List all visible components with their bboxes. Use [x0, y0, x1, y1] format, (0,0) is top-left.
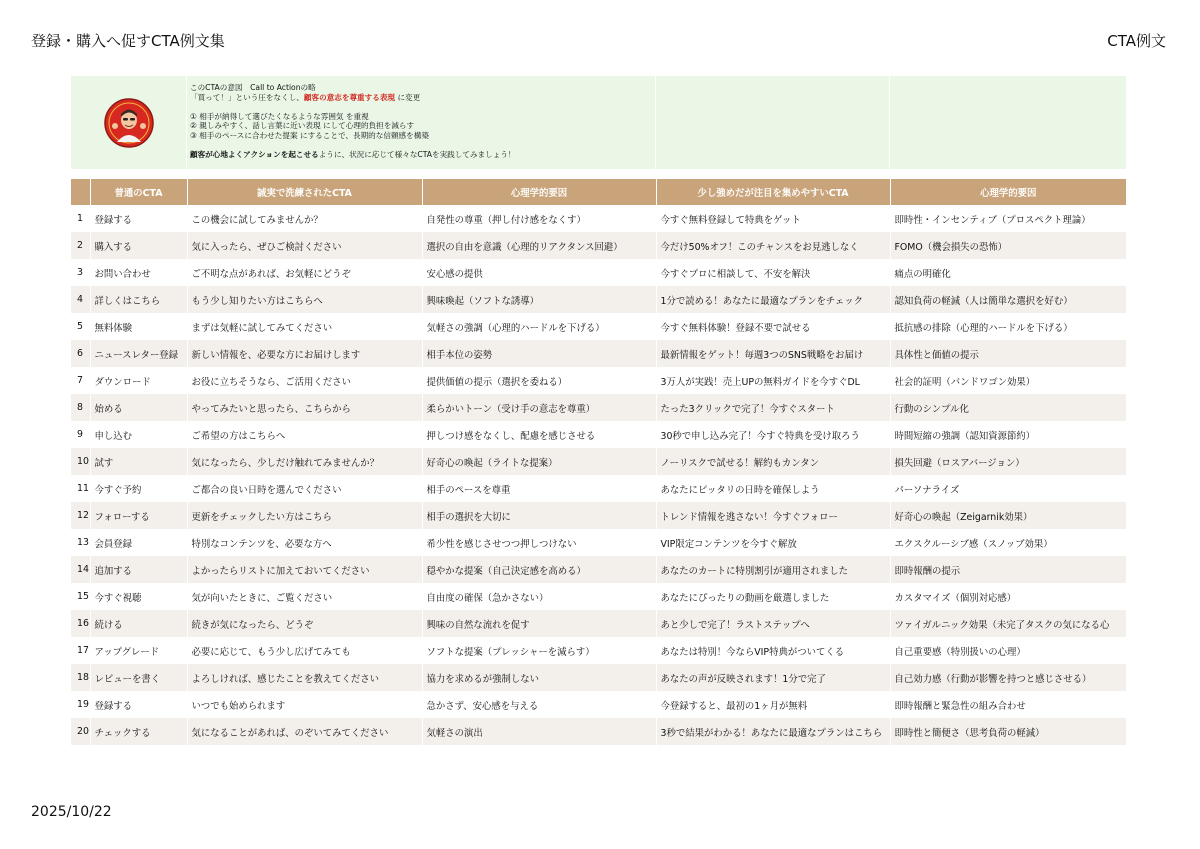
table-row	[71, 664, 1126, 691]
cell-normal-cta: アップグレード	[90, 637, 187, 664]
cell-psych-factor-2: 行動のシンプル化	[890, 394, 1126, 421]
table-row	[71, 205, 1126, 232]
cell-psych-factor-1: 押しつけ感をなくし、配慮を感じさせる	[422, 421, 656, 448]
header-normal-cta: 普通のCTA	[90, 179, 187, 205]
table-row	[71, 286, 1126, 313]
cell-psych-factor-1: 希少性を感じさせつつ押しつけない	[422, 529, 656, 556]
cell-psych-factor-2: 即時報酬と緊急性の組み合わせ	[890, 691, 1126, 718]
cell-normal-cta: 詳しくはこちら	[90, 286, 187, 313]
cell-psych-factor-2: 即時報酬の提示	[890, 556, 1126, 583]
cell-row-number: 2	[71, 232, 90, 259]
cell-normal-cta: 登録する	[90, 205, 187, 232]
page-label: CTA例文	[1107, 32, 1166, 50]
cell-psych-factor-2: 好奇心の喚起（Zeigarnik効果）	[890, 502, 1126, 529]
cell-sincere-cta: まずは気軽に試してみてください	[187, 313, 422, 340]
cell-normal-cta: 追加する	[90, 556, 187, 583]
table-row	[71, 421, 1126, 448]
cell-sincere-cta: 新しい情報を、必要な方にお届けします	[187, 340, 422, 367]
cell-psych-factor-2: 即時性・インセンティブ（プロスペクト理論）	[890, 205, 1126, 232]
cell-sincere-cta: 必要に応じて、もう少し広げてみても	[187, 637, 422, 664]
cell-psych-factor-1: 穏やかな提案（自己決定感を高める）	[422, 556, 656, 583]
cell-sincere-cta: ご都合の良い日時を選んでください	[187, 475, 422, 502]
cell-row-number: 1	[71, 205, 90, 232]
cell-strong-cta: 1分で読める！あなたに最適なプランをチェック	[656, 286, 890, 313]
cell-normal-cta: 購入する	[90, 232, 187, 259]
cell-sincere-cta: もう少し知りたい方はこちらへ	[187, 286, 422, 313]
cell-row-number: 9	[71, 421, 90, 448]
cell-sincere-cta: ご希望の方はこちらへ	[187, 421, 422, 448]
cell-psych-factor-1: 相手のペースを尊重	[422, 475, 656, 502]
cell-psych-factor-2: 自己効力感（行動が影響を持つと感じさせる）	[890, 664, 1126, 691]
cell-psych-factor-1: 急かさず、安心感を与える	[422, 691, 656, 718]
cell-psych-factor-2: 抵抗感の排除（心理的ハードルを下げる）	[890, 313, 1126, 340]
cell-sincere-cta: いつでも始められます	[187, 691, 422, 718]
cell-psych-factor-2: 時間短縮の強調（認知資源節約）	[890, 421, 1126, 448]
table-row	[71, 232, 1126, 259]
cell-normal-cta: フォローする	[90, 502, 187, 529]
table-row	[71, 259, 1126, 286]
cell-sincere-cta: よろしければ、感じたことを教えてください	[187, 664, 422, 691]
cell-normal-cta: 申し込む	[90, 421, 187, 448]
cell-psych-factor-2: カスタマイズ（個別対応感）	[890, 583, 1126, 610]
cell-psych-factor-1: ソフトな提案（プレッシャーを減らす）	[422, 637, 656, 664]
cell-strong-cta: あと少しで完了！ラストステップへ	[656, 610, 890, 637]
table-row	[71, 502, 1126, 529]
intro-closing	[190, 150, 655, 160]
table-row	[71, 556, 1126, 583]
cell-normal-cta: 試す	[90, 448, 187, 475]
intro-line1: このCTAの意図 Call to Actionの略	[190, 83, 316, 92]
cell-psych-factor-1: 提供価値の提示（選択を委ねる）	[422, 367, 656, 394]
cell-row-number: 5	[71, 313, 90, 340]
intro-line2	[190, 93, 655, 103]
cell-psych-factor-1: 相手本位の姿勢	[422, 340, 656, 367]
cell-normal-cta: チェックする	[90, 718, 187, 745]
table-row	[71, 475, 1126, 502]
cell-psych-factor-2: 社会的証明（バンドワゴン効果）	[890, 367, 1126, 394]
cell-row-number: 7	[71, 367, 90, 394]
cell-normal-cta: お問い合わせ	[90, 259, 187, 286]
cell-psych-factor-2: 認知負荷の軽減（人は簡単な選択を好む）	[890, 286, 1126, 313]
header-sincere-cta: 誠実で洗練されたCTA	[187, 179, 422, 205]
intro-line2-post: に変更	[397, 92, 421, 102]
cell-row-number: 8	[71, 394, 90, 421]
cell-sincere-cta: 更新をチェックしたい方はこちら	[187, 502, 422, 529]
cell-row-number: 14	[71, 556, 90, 583]
header-psych-factor-2: 心理学的要因	[890, 179, 1126, 205]
cell-psych-factor-2: 具体性と価値の提示	[890, 340, 1126, 367]
cell-psych-factor-2: FOMO（機会損失の恐怖）	[890, 232, 1126, 259]
cell-psych-factor-1: 協力を求めるが強制しない	[422, 664, 656, 691]
cell-sincere-cta: 気が向いたときに、ご覧ください	[187, 583, 422, 610]
table-row	[71, 367, 1126, 394]
cell-psych-factor-1: 自由度の確保（急かさない）	[422, 583, 656, 610]
cell-normal-cta: ニュースレター登録	[90, 340, 187, 367]
table-row	[71, 394, 1126, 421]
intro-empty-cell	[890, 76, 1126, 169]
footer-date: 2025/10/22	[31, 804, 112, 820]
table-row	[71, 340, 1126, 367]
cell-row-number: 13	[71, 529, 90, 556]
cell-strong-cta: あなたの声が反映されます！1分で完了	[656, 664, 890, 691]
cell-psych-factor-1: 選択の自由を意識（心理的リアクタンス回避）	[422, 232, 656, 259]
header-number	[71, 179, 90, 205]
cell-strong-cta: 今すぐプロに相談して、不安を解決	[656, 259, 890, 286]
cell-sincere-cta: やってみたいと思ったら、こちらから	[187, 394, 422, 421]
cell-psych-factor-1: 柔らかいトーン（受け手の意志を尊重）	[422, 394, 656, 421]
cell-strong-cta: ノーリスクで試せる！解約もカンタン	[656, 448, 890, 475]
cell-sincere-cta: 気になったら、少しだけ触れてみませんか？	[187, 448, 422, 475]
cell-strong-cta: 30秒で申し込み完了！今すぐ特典を受け取ろう	[656, 421, 890, 448]
cell-strong-cta: あなたのカートに特別割引が適用されました	[656, 556, 890, 583]
cell-psych-factor-2: パーソナライズ	[890, 475, 1126, 502]
intro-point-3: ③ 相手のペースに合わせた提案 にすることで、長期的な信頼感を構築	[190, 130, 429, 140]
page-title: 登録・購入へ促すCTA例文集	[31, 32, 225, 50]
cell-psych-factor-2: 痛点の明確化	[890, 259, 1126, 286]
table-header-row	[71, 179, 1126, 205]
cell-strong-cta: VIP限定コンテンツを今すぐ解放	[656, 529, 890, 556]
cell-row-number: 19	[71, 691, 90, 718]
cell-row-number: 15	[71, 583, 90, 610]
cell-psych-factor-1: 興味の自然な流れを促す	[422, 610, 656, 637]
cell-sincere-cta: ご不明な点があれば、お気軽にどうぞ	[187, 259, 422, 286]
cell-row-number: 12	[71, 502, 90, 529]
cell-psych-factor-1: 安心感の提供	[422, 259, 656, 286]
avatar-cell	[71, 76, 187, 169]
intro-closing-bold: 顧客が心地よくアクションを起こせる	[190, 150, 319, 160]
cell-strong-cta: 今すぐ無料体験！登録不要で試せる	[656, 313, 890, 340]
intro-line2-pre: 「買って！」という圧をなくし、	[190, 92, 304, 102]
cell-normal-cta: 始める	[90, 394, 187, 421]
cell-psych-factor-1: 気軽さの演出	[422, 718, 656, 745]
cell-strong-cta: 今登録すると、最初の1ヶ月が無料	[656, 691, 890, 718]
cell-sincere-cta: 気に入ったら、ぜひご検討ください	[187, 232, 422, 259]
cell-sincere-cta: 続きが気になったら、どうぞ	[187, 610, 422, 637]
cell-sincere-cta: 気になることがあれば、のぞいてみてください	[187, 718, 422, 745]
cell-sincere-cta: お役に立ちそうなら、ご活用ください	[187, 367, 422, 394]
cell-psych-factor-2: 即時性と簡便さ（思考負荷の軽減）	[890, 718, 1126, 745]
cell-row-number: 16	[71, 610, 90, 637]
cell-strong-cta: 今すぐ無料登録して特典をゲット	[656, 205, 890, 232]
cell-strong-cta: あなたにぴったりの動画を厳選しました	[656, 583, 890, 610]
table-row	[71, 313, 1126, 340]
intro-closing-rest: ように、状況に応じて様々なCTAを実践してみましょう！	[318, 150, 516, 160]
table-row	[71, 718, 1126, 745]
cell-psych-factor-2: 自己重要感（特別扱いの心理）	[890, 637, 1126, 664]
cell-normal-cta: 続ける	[90, 610, 187, 637]
intro-box	[71, 76, 1126, 169]
cell-strong-cta: 3秒で結果がわかる！あなたに最適なプランはこちら	[656, 718, 890, 745]
cell-row-number: 4	[71, 286, 90, 313]
cell-psych-factor-1: 気軽さの強調（心理的ハードルを下げる）	[422, 313, 656, 340]
cell-psych-factor-2: ツァイガルニック効果（未完了タスクの気になる心	[890, 610, 1126, 637]
cell-row-number: 18	[71, 664, 90, 691]
header-strong-cta: 少し強めだが注目を集めやすいCTA	[656, 179, 890, 205]
intro-point-2: ② 親しみやすく、話し言葉に近い表現 にして心理的負担を減らす	[190, 121, 415, 131]
cell-normal-cta: ダウンロード	[90, 367, 187, 394]
table-row	[71, 583, 1126, 610]
cell-psych-factor-1: 相手の選択を大切に	[422, 502, 656, 529]
cell-row-number: 10	[71, 448, 90, 475]
avatar-icon	[104, 98, 154, 148]
cell-row-number: 3	[71, 259, 90, 286]
table-row	[71, 691, 1126, 718]
cell-sincere-cta: 特別なコンテンツを、必要な方へ	[187, 529, 422, 556]
cell-normal-cta: レビューを書く	[90, 664, 187, 691]
cell-sincere-cta: よかったらリストに加えておいてください	[187, 556, 422, 583]
cell-normal-cta: 無料体験	[90, 313, 187, 340]
cta-table	[71, 179, 1126, 745]
cell-normal-cta: 登録する	[90, 691, 187, 718]
intro-empty-cell	[656, 76, 890, 169]
cell-row-number: 17	[71, 637, 90, 664]
cell-psych-factor-2: エクスクルーシブ感（スノッブ効果）	[890, 529, 1126, 556]
cell-strong-cta: トレンド情報を逃さない！今すぐフォロー	[656, 502, 890, 529]
cell-psych-factor-2: 損失回避（ロスアバージョン）	[890, 448, 1126, 475]
cell-row-number: 11	[71, 475, 90, 502]
cell-strong-cta: 最新情報をゲット！毎週3つのSNS戦略をお届け	[656, 340, 890, 367]
cell-psych-factor-1: 自発性の尊重（押し付け感をなくす）	[422, 205, 656, 232]
table-row	[71, 637, 1126, 664]
table-row	[71, 610, 1126, 637]
table-row	[71, 448, 1126, 475]
cell-sincere-cta: この機会に試してみませんか？	[187, 205, 422, 232]
intro-text	[187, 76, 656, 176]
cell-normal-cta: 今すぐ視聴	[90, 583, 187, 610]
cell-psych-factor-1: 好奇心の喚起（ライトな提案）	[422, 448, 656, 475]
cell-normal-cta: 今すぐ予約	[90, 475, 187, 502]
cell-psych-factor-1: 興味喚起（ソフトな誘導）	[422, 286, 656, 313]
cell-strong-cta: あなたは特別！今ならVIP特典がついてくる	[656, 637, 890, 664]
cell-strong-cta: たった3クリックで完了！今すぐスタート	[656, 394, 890, 421]
cell-normal-cta: 会員登録	[90, 529, 187, 556]
cell-strong-cta: 今だけ50%オフ！このチャンスをお見逃しなく	[656, 232, 890, 259]
cell-strong-cta: 3万人が実践！売上UPの無料ガイドを今すぐDL	[656, 367, 890, 394]
cell-strong-cta: あなたにピッタリの日時を確保しよう	[656, 475, 890, 502]
cell-row-number: 20	[71, 718, 90, 745]
header-psych-factor-1: 心理学的要因	[422, 179, 656, 205]
cell-row-number: 6	[71, 340, 90, 367]
intro-highlight: 顧客の意志を尊重する表現	[303, 92, 396, 102]
intro-point-1: ① 相手が納得して選びたくなるような雰囲気 を重視	[190, 111, 369, 121]
table-row	[71, 529, 1126, 556]
